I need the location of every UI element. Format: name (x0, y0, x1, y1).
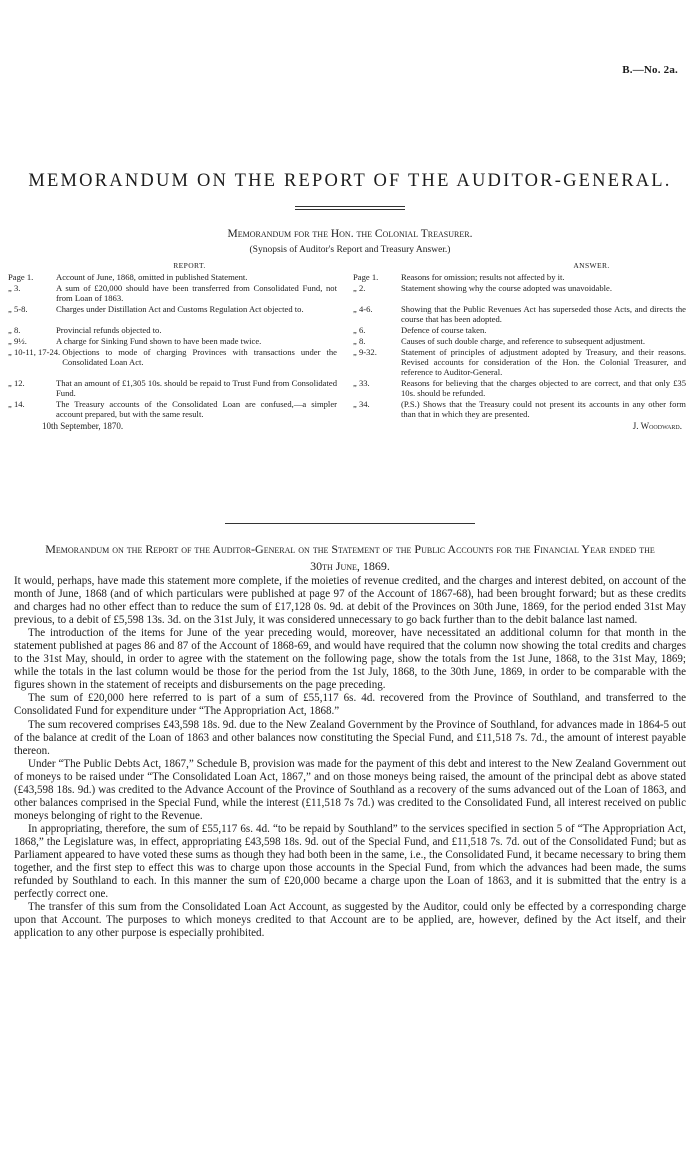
report-page-ref: „ 9½. (8, 336, 27, 346)
report-page-ref: „ 5-8. (8, 304, 28, 314)
answer-text: Statement showing why the course adopted was unavoidable. (401, 283, 612, 293)
report-text: That an amount of £1,305 10s. should be repaid to Trust Fund from Consolidated Fund. (56, 378, 337, 398)
body-paragraph: It would, perhaps, have made this statement more complete, if the moieties of revenue credited, and the charges and interest debited, on account of the month of June, 1868 (and of which particulars were published at page 97 of the Account of 1867-68), had been brought forward; but as these credits and charges had no other effect than to reduce the sum of £17,128 0s. 9d. at debit of the Provinces on 30th June, 1869, for the period ended 31st May previous, to a debit of £5,598 13s. 3d. on the 31st July, it was considered unnecessary to go back further than to the debit balance last named. (14, 575, 686, 627)
report-text: Provincial refunds objected to. (56, 325, 162, 335)
answer-page-ref: „ 2. (353, 283, 366, 293)
synopsis-column-headers (8, 261, 686, 271)
answer-page-ref: „ 8. (353, 336, 366, 346)
title-divider (295, 206, 405, 210)
answer-text: Defence of course taken. (401, 325, 487, 335)
answer-entry (347, 347, 686, 377)
synopsis-row (8, 304, 686, 324)
synopsis-rows (8, 272, 686, 419)
body-paragraph: The sum of £20,000 here referred to is part of a sum of £55,117 6s. 4d. recovered from the Province of Southland, and transferred to the Consolidated Fund for expenditure under “The Appropriation Act, 1868.” (14, 692, 686, 718)
answer-page-ref: Page 1. (353, 272, 379, 282)
synopsis-row (8, 325, 686, 335)
report-page-ref: „ 3. (8, 283, 21, 293)
answer-entry (347, 325, 686, 335)
document-title: MEMORANDUM ON THE REPORT OF THE AUDITOR-GENERAL. (28, 171, 672, 191)
report-text: Account of June, 1868, omitted in published Statement. (56, 272, 248, 282)
report-page-ref: „ 12. (8, 378, 25, 388)
report-entry (8, 272, 347, 282)
synopsis-row (8, 272, 686, 282)
report-page-ref: „ 10-11, 17-24. (8, 347, 61, 357)
memo-subheader: (Synopsis of Auditor's Report and Treasury Answer.) (249, 245, 451, 255)
memorandum-body (14, 575, 686, 940)
answer-column-header: ANSWER. (573, 261, 610, 270)
synopsis-row (8, 399, 686, 419)
synopsis-row (8, 347, 686, 377)
memo-header: Memorandum for the Hon. the Colonial Treasurer. (227, 228, 473, 240)
report-entry (8, 399, 347, 419)
report-page-ref: „ 14. (8, 399, 25, 409)
report-text: Charges under Distillation Act and Customs Regulation Act objected to. (56, 304, 304, 314)
report-text: A charge for Sinking Fund shown to have been made twice. (56, 336, 262, 346)
body-paragraph: In appropriating, therefore, the sum of £55,117 6s. 4d. “to be repaid by Southland” to the services specified in section 5 of “The Appropriation Act, 1868,” the Legislature was, in effect, appropriating £43,598 18s. 9d. out of the Special Fund, and £11,518 7s. 7d. out of the Consolidated Fund; but as Parliament appeared to have voted these sums as though they had both been in the same, i.e., the Consolidated Fund, it became necessary to bring them together, and the first step to effect this was to charge upon those accounts in the Special Fund, from which the advances had been made, the sums refunded by Southland to each. In this manner the sum of £20,000 became a charge upon the Loan of 1863, and it is submitted that the entry is a perfectly correct one. (14, 822, 686, 901)
report-entry (8, 325, 347, 335)
report-entry (8, 347, 347, 377)
section-header: Memorandum on the Report of the Auditor-General on the Statement of the Public Accounts for the Financial Year ended the 30th June, 1869. (45, 542, 655, 573)
answer-page-ref: „ 33. (353, 378, 370, 388)
body-paragraph: The introduction of the items for June of the year preceding would, moreover, have necessitated an additional column for that month in the statement published at pages 86 and 87 of the Account of 1868-69, and would have required that the column now showing the total credits and charges to the 31st May, should, in order to agree with the statement on the following page, show the totals from the 1st June, 1868, to the 31st May, 1869; while the totals in the last column would be those for the period from the 1st July, 1868, to the 30th June, 1869, in order to be comparable with the figures shown in the statement of receipts and disbursements on the page preceding. (14, 627, 686, 692)
answer-text: Reasons for believing that the charges objected to are correct, and that only £35 10s. should be refunded. (401, 378, 686, 398)
body-paragraph: The sum recovered comprises £43,598 18s. 9d. due to the New Zealand Government by the Province of Southland, for advances made in 1864-5 out of the balance at credit of the Loan of 1863 and other balances now constituting the Special Fund, and £11,518 7s. 7d., the amount of interest payable thereon. (14, 718, 686, 757)
synopsis-row (8, 336, 686, 346)
answer-text: Showing that the Public Revenues Act has superseded those Acts, and directs the course that has been adopted. (401, 304, 686, 324)
section-divider (225, 523, 475, 524)
report-entry (8, 283, 347, 303)
answer-entry (347, 378, 686, 398)
body-paragraph: Under “The Public Debts Act, 1867,” Schedule B, provision was made for the payment of this debt and interest to the New Zealand Government out of moneys to be raised under “The Consolidated Loan Act, 1867,” and on those moneys being raised, the amount of the principal debt as above stated (£43,598 18s. 9d.) was credited to the Advance Account of the Province of Southland as a recovery of the sums advanced out of the Loan of 1863, and other balances comprised in the Special Fund, while the interest (£11,518 7s 7d.) was credited to the Consolidated Fund, all interest received on public moneys belonging of right to the Revenue. (14, 757, 686, 822)
page-reference: B.—No. 2a. (622, 64, 678, 76)
answer-page-ref: „ 34. (353, 399, 370, 409)
answer-entry (347, 304, 686, 324)
body-paragraph: The transfer of this sum from the Consolidated Loan Act Account, as suggested by the Auditor, could only be effected by a corresponding charge upon that Account. The purposes to which moneys credited to that Account are to be applied, are, however, defined by the Act itself, and their application to any other purpose is especially prohibited. (14, 901, 686, 940)
report-page-ref: Page 1. (8, 272, 34, 282)
report-text: Objections to mode of charging Provinces with transactions under the Consolidated Loan Act. (62, 347, 337, 367)
synopsis-table (8, 261, 686, 431)
report-entry (8, 336, 347, 346)
report-entry (8, 304, 347, 324)
report-text: A sum of £20,000 should have been transferred from Consolidated Fund, not from Loan of 1863. (56, 283, 337, 303)
answer-text: (P.S.) Shows that the Treasury could not present its accounts in any other form than that in which they are presented. (401, 399, 686, 419)
report-text: The Treasury accounts of the Consolidated Loan are confused,—a simpler account prepared, but with the same result. (56, 399, 337, 419)
report-entry (8, 378, 347, 398)
signature: J. Woodward. (632, 421, 682, 431)
answer-entry (347, 336, 686, 346)
answer-page-ref: „ 4-6. (353, 304, 373, 314)
answer-entry (347, 283, 686, 303)
synopsis-footer (8, 421, 686, 431)
answer-text: Statement of principles of adjustment adopted by Treasury, and their reasons. Revised accounts for consideration of the Hon. the Colonial Treasurer, and reference to Auditor-General. (401, 347, 686, 377)
answer-page-ref: „ 6. (353, 325, 366, 335)
answer-page-ref: „ 9-32. (353, 347, 377, 357)
answer-entry (347, 272, 686, 282)
memo-date: 10th September, 1870. (42, 421, 124, 431)
answer-entry (347, 399, 686, 419)
answer-text: Reasons for omission; results not affected by it. (401, 272, 565, 282)
answer-text: Causes of such double charge, and reference to subsequent adjustment. (401, 336, 645, 346)
report-page-ref: „ 8. (8, 325, 21, 335)
synopsis-row (8, 378, 686, 398)
synopsis-row (8, 283, 686, 303)
report-column-header: REPORT. (173, 261, 206, 270)
